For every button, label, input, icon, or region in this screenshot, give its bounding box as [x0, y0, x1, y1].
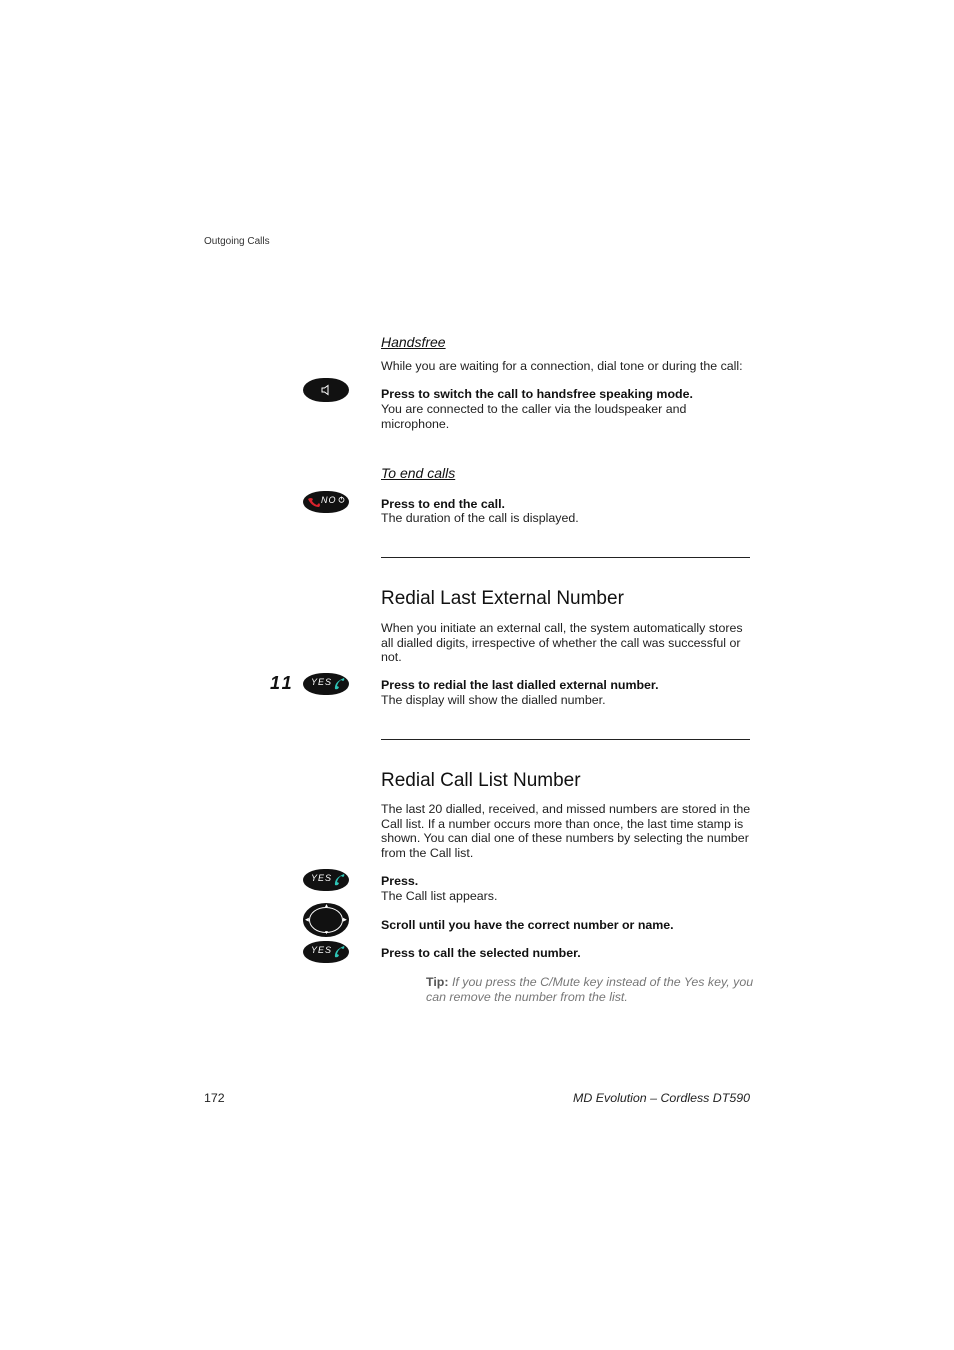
speaker-key	[303, 378, 349, 402]
page-number: 172	[204, 1091, 225, 1105]
arrow-up-icon: ▲	[324, 903, 329, 909]
end-calls-title: To end calls	[381, 465, 456, 481]
redial-external-intro: When you initiate an external call, the system automatically stores all dialled digits, irrespective of whether the call was successful or not.	[381, 621, 743, 665]
yes-key	[303, 941, 349, 963]
redial-external-step-text: The display will show the dialled number.	[381, 693, 606, 707]
yes-key	[303, 869, 349, 891]
yes-key-label: YES	[311, 945, 333, 955]
redial-external-heading: Redial Last External Number	[381, 588, 624, 609]
power-icon	[338, 496, 345, 503]
handsfree-title: Handsfree	[381, 334, 446, 350]
redial-list-step1-bold: Press.	[381, 874, 419, 888]
redial-list-intro: The last 20 dialled, received, and missed numbers are stored in the Call list. If a number occurs more than once, the last time stamp is shown. You can dial one of these numbers by selecting the number from the Call list.	[381, 802, 751, 860]
redial-list-step2-bold: Scroll until you have the correct number or name.	[381, 918, 674, 932]
yes-key-label: YES	[311, 873, 333, 883]
running-header: Outgoing Calls	[204, 236, 270, 247]
no-key-icon	[307, 496, 321, 508]
redial-external-step-bold: Press to redial the last dialled external number.	[381, 678, 659, 692]
redial-list-step1-text: The Call list appears.	[381, 889, 498, 903]
arrow-left-icon: ◀	[305, 917, 309, 923]
handsfree-intro: While you are waiting for a connection, dial tone or during the call:	[381, 359, 743, 373]
arrow-down-icon: ▼	[324, 930, 329, 936]
redial-list-heading: Redial Call List Number	[381, 770, 581, 791]
yes-key-icon	[332, 945, 346, 958]
yes-key	[303, 673, 349, 695]
arrow-right-icon: ▶	[343, 917, 347, 923]
footer-product: MD Evolution – Cordless DT590	[573, 1091, 750, 1105]
section-divider	[381, 557, 750, 558]
tip-label: Tip:	[426, 975, 449, 989]
redial-list-step3-bold: Press to call the selected number.	[381, 946, 581, 960]
yes-key-icon	[332, 677, 346, 690]
handsfree-step-bold: Press to switch the call to handsfree speaking mode.	[381, 387, 693, 401]
yes-key-label: YES	[311, 677, 333, 687]
no-key-label: NO	[321, 495, 337, 505]
yes-key-icon	[332, 873, 346, 886]
end-calls-step-bold: Press to end the call.	[381, 497, 505, 511]
end-calls-step-text: The duration of the call is displayed.	[381, 511, 579, 525]
handsfree-step-text: You are connected to the caller via the loudspeaker and microphone.	[381, 402, 687, 431]
no-key	[303, 491, 349, 513]
section-divider	[381, 739, 750, 740]
digits-label: 11	[270, 673, 295, 693]
speaker-icon	[320, 384, 332, 396]
tip-text: If you press the C/Mute key instead of the Yes key, you can remove the number from the list.	[426, 975, 754, 1004]
tip-note	[426, 975, 756, 1004]
navigation-key	[303, 903, 349, 937]
